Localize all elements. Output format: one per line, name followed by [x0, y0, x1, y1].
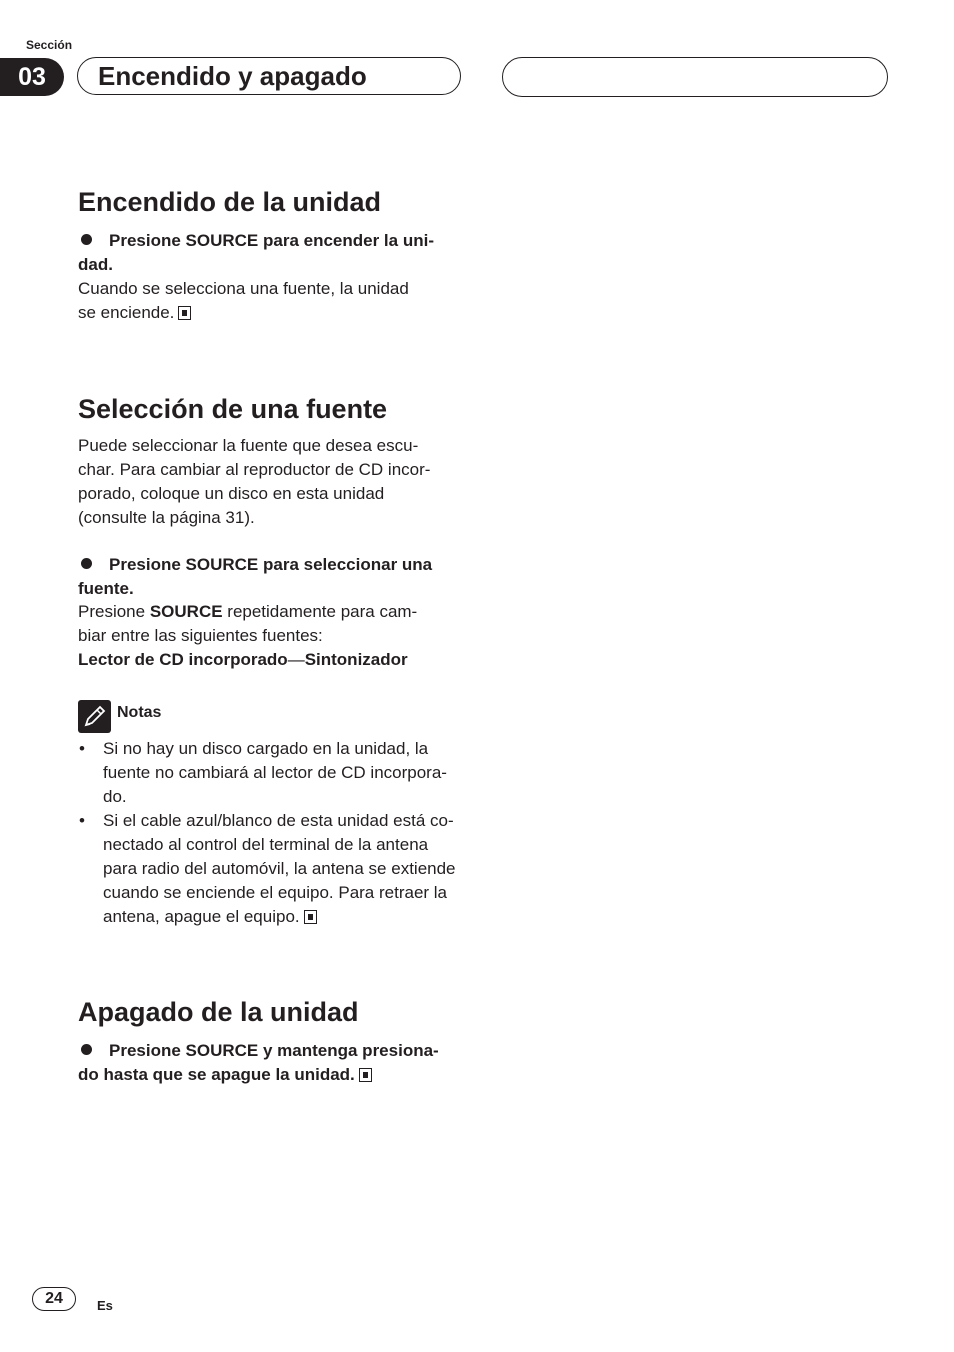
- bullet-dot-icon: [81, 234, 92, 245]
- source-separator: —: [287, 650, 305, 669]
- body-line: (consulte la página 31).: [78, 508, 255, 527]
- body-line: Cuando se selecciona una fuente, la unidad: [78, 279, 409, 298]
- source-keyword: SOURCE: [149, 602, 223, 621]
- body-line: se enciende.: [78, 303, 175, 322]
- section-title: Encendido y apagado: [98, 61, 367, 91]
- note-line: Si no hay un disco cargado en la unidad, la: [103, 739, 429, 758]
- bullet-dot-icon: [81, 558, 92, 569]
- press-instructions: [78, 600, 468, 672]
- note-line: do.: [103, 787, 127, 806]
- step-line: Presione SOURCE para seleccionar una: [109, 555, 433, 574]
- body-encender: [78, 277, 468, 325]
- step-line: Presione SOURCE y mantenga presiona-: [109, 1041, 439, 1060]
- body-line: biar entre las siguientes fuentes:: [78, 626, 323, 645]
- source-cd: Lector de CD incorporado: [78, 650, 288, 669]
- step-line: fuente.: [78, 579, 134, 598]
- body-line: Puede seleccionar la fuente que desea escu-: [78, 436, 419, 455]
- section-label: Sección: [26, 38, 73, 52]
- heading-apagado: Apagado de la unidad: [78, 997, 359, 1027]
- note-line: cuando se enciende el equipo. Para retraer la: [103, 883, 448, 902]
- body-text: Presione: [78, 602, 150, 621]
- note-line: nectado al control del terminal de la antena: [103, 835, 429, 854]
- step-encender: [78, 229, 468, 277]
- notes-list: [78, 737, 468, 929]
- step-line: dad.: [78, 255, 113, 274]
- step-apagar: [78, 1039, 468, 1087]
- source-tuner: Sintonizador: [304, 650, 408, 669]
- intro-seleccion: [78, 434, 468, 530]
- note-line: fuente no cambiará al lector de CD incorpora-: [103, 763, 447, 782]
- step-line: Presione SOURCE para encender la uni-: [109, 231, 434, 250]
- bullet-dot-icon: [81, 1044, 92, 1055]
- section-number-badge: 03: [0, 58, 64, 96]
- body-line: porado, coloque un disco en esta unidad: [78, 484, 385, 503]
- empty-header-frame: [502, 57, 888, 97]
- notes-label: Notas: [117, 704, 162, 721]
- end-mark-icon: [359, 1068, 372, 1082]
- note-line: antena, apague el equipo.: [103, 907, 300, 926]
- notes-pencil-icon: [78, 700, 111, 733]
- page-number: 24: [32, 1287, 76, 1311]
- note-line: Si el cable azul/blanco de esta unidad está co-: [103, 811, 454, 830]
- end-mark-icon: [304, 910, 317, 924]
- body-text: repetidamente para cam-: [222, 602, 418, 621]
- step-seleccionar: [78, 553, 468, 601]
- note-item: [78, 737, 468, 809]
- heading-seleccion: Selección de una fuente: [78, 394, 388, 424]
- body-line: char. Para cambiar al reproductor de CD incor-: [78, 460, 431, 479]
- note-line: para radio del automóvil, la antena se extiende: [103, 859, 456, 878]
- heading-encendido: Encendido de la unidad: [78, 187, 382, 217]
- step-line: do hasta que se apague la unidad.: [78, 1065, 355, 1084]
- note-item: [78, 809, 468, 929]
- language-code: Es: [97, 1298, 113, 1313]
- end-mark-icon: [178, 306, 191, 320]
